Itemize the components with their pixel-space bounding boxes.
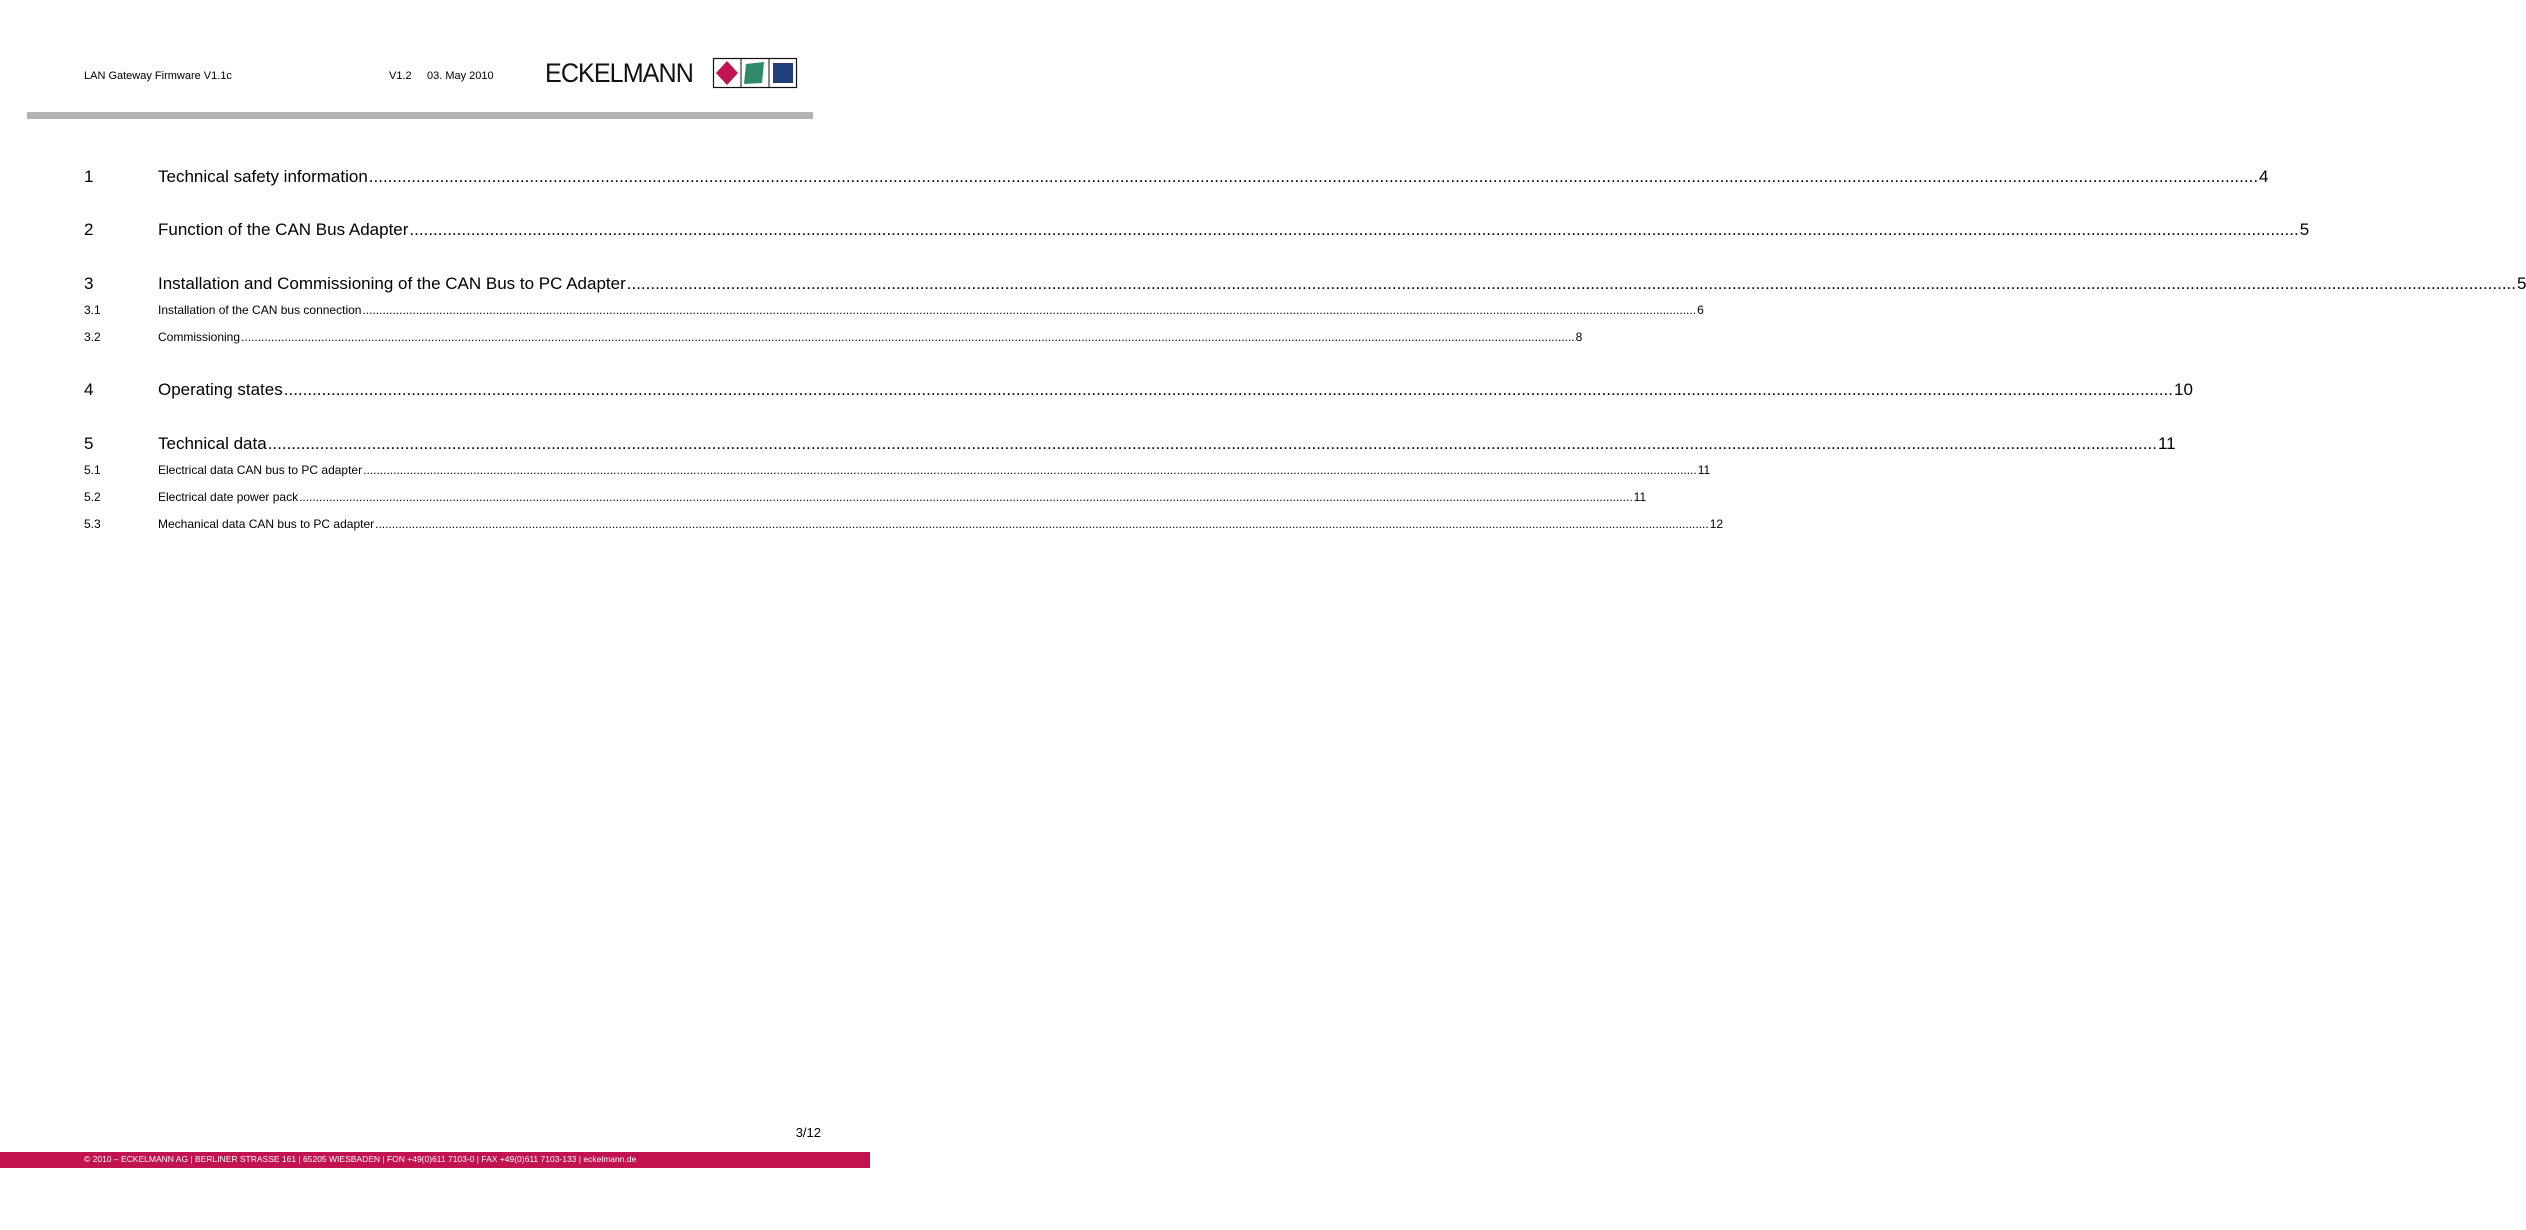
toc-page: 8 — [1575, 330, 1583, 344]
toc-leader-dots: ................................................................................................................................................................................................................................................................................................................................................................................................................ — [409, 220, 2299, 239]
toc-title: Technical data — [158, 434, 267, 453]
header-divider — [27, 112, 813, 119]
toc-title: Function of the CAN Bus Adapter — [158, 220, 409, 239]
toc-leader-dots: ................................................................................................................................................................................................................................................................................................................................................................................................................ — [267, 434, 2157, 453]
toc-page: 10 — [2174, 380, 2193, 399]
toc-leader-dots: ................................................................................................................................................................................................................................................................................................................................................................................................................ — [626, 274, 2517, 293]
toc-number: 5 — [84, 434, 94, 453]
toc-leader-dots: ................................................................................................................................................................................................................................................................................................................................................................................................................ — [283, 380, 2174, 399]
toc-page: 4 — [2259, 167, 2269, 186]
toc-number: 1 — [84, 167, 94, 186]
logo-wordmark: ECKELMANN — [545, 58, 693, 88]
toc-title: Installation and Commissioning of the CAN Bus to PC Adapter — [158, 274, 626, 293]
toc-title: Mechanical data CAN bus to PC adapter — [158, 517, 375, 531]
toc-number: 5.2 — [84, 490, 101, 504]
toc-title: Electrical data CAN bus to PC adapter — [158, 463, 363, 477]
toc-leader-dots: ................................................................................................................................................................................................................................................................................................................................................................................................................ — [299, 490, 1633, 504]
toc-page: 12 — [1709, 517, 1724, 531]
toc-number: 3.2 — [84, 330, 101, 344]
toc-leader-dots: ................................................................................................................................................................................................................................................................................................................................................................................................................ — [363, 463, 1697, 477]
logo-squares-icon — [713, 58, 797, 88]
toc-page: 11 — [1633, 490, 1647, 504]
toc-leader-dots: ................................................................................................................................................................................................................................................................................................................................................................................................................ — [368, 167, 2259, 186]
header-version: V1.2 — [389, 70, 412, 82]
toc-leader-dots: ................................................................................................................................................................................................................................................................................................................................................................................................................ — [362, 303, 1697, 317]
toc-page: 6 — [1697, 303, 1704, 317]
toc-number: 4 — [84, 380, 94, 399]
toc-title: Technical safety information — [158, 167, 368, 186]
toc-number: 5.3 — [84, 517, 101, 531]
toc-number: 2 — [84, 220, 94, 239]
toc-page: 11 — [1697, 463, 1711, 477]
footer-contact-text: © 2010 – ECKELMANN AG | BERLINER STRASSE 161 | 65205 WIESBADEN | FON +49(0)611 7103-0 | FAX +49(0)611 7103-133 | eckelmann.de — [84, 1154, 637, 1164]
toc-number: 5.1 — [84, 463, 101, 477]
toc-title: Electrical date power pack — [158, 490, 299, 504]
toc-title: Operating states — [158, 380, 283, 399]
toc-number: 3.1 — [84, 303, 101, 317]
toc-leader-dots: ................................................................................................................................................................................................................................................................................................................................................................................................................ — [241, 330, 1575, 344]
header-document-title: LAN Gateway Firmware V1.1c — [84, 70, 232, 82]
toc-number: 3 — [84, 274, 94, 293]
toc-page: 11 — [2157, 434, 2176, 453]
toc-leader-dots: ................................................................................................................................................................................................................................................................................................................................................................................................................ — [375, 517, 1709, 531]
toc-page: 5 — [2517, 274, 2526, 293]
footer-bar — [0, 1152, 870, 1168]
toc-title: Commissioning — [158, 330, 241, 344]
toc-title: Installation of the CAN bus connection — [158, 303, 362, 317]
header-date: 03. May 2010 — [427, 70, 494, 82]
page-number: 3/12 — [795, 1125, 821, 1140]
toc-page: 5 — [2299, 220, 2310, 239]
eckelmann-logo — [545, 58, 797, 88]
